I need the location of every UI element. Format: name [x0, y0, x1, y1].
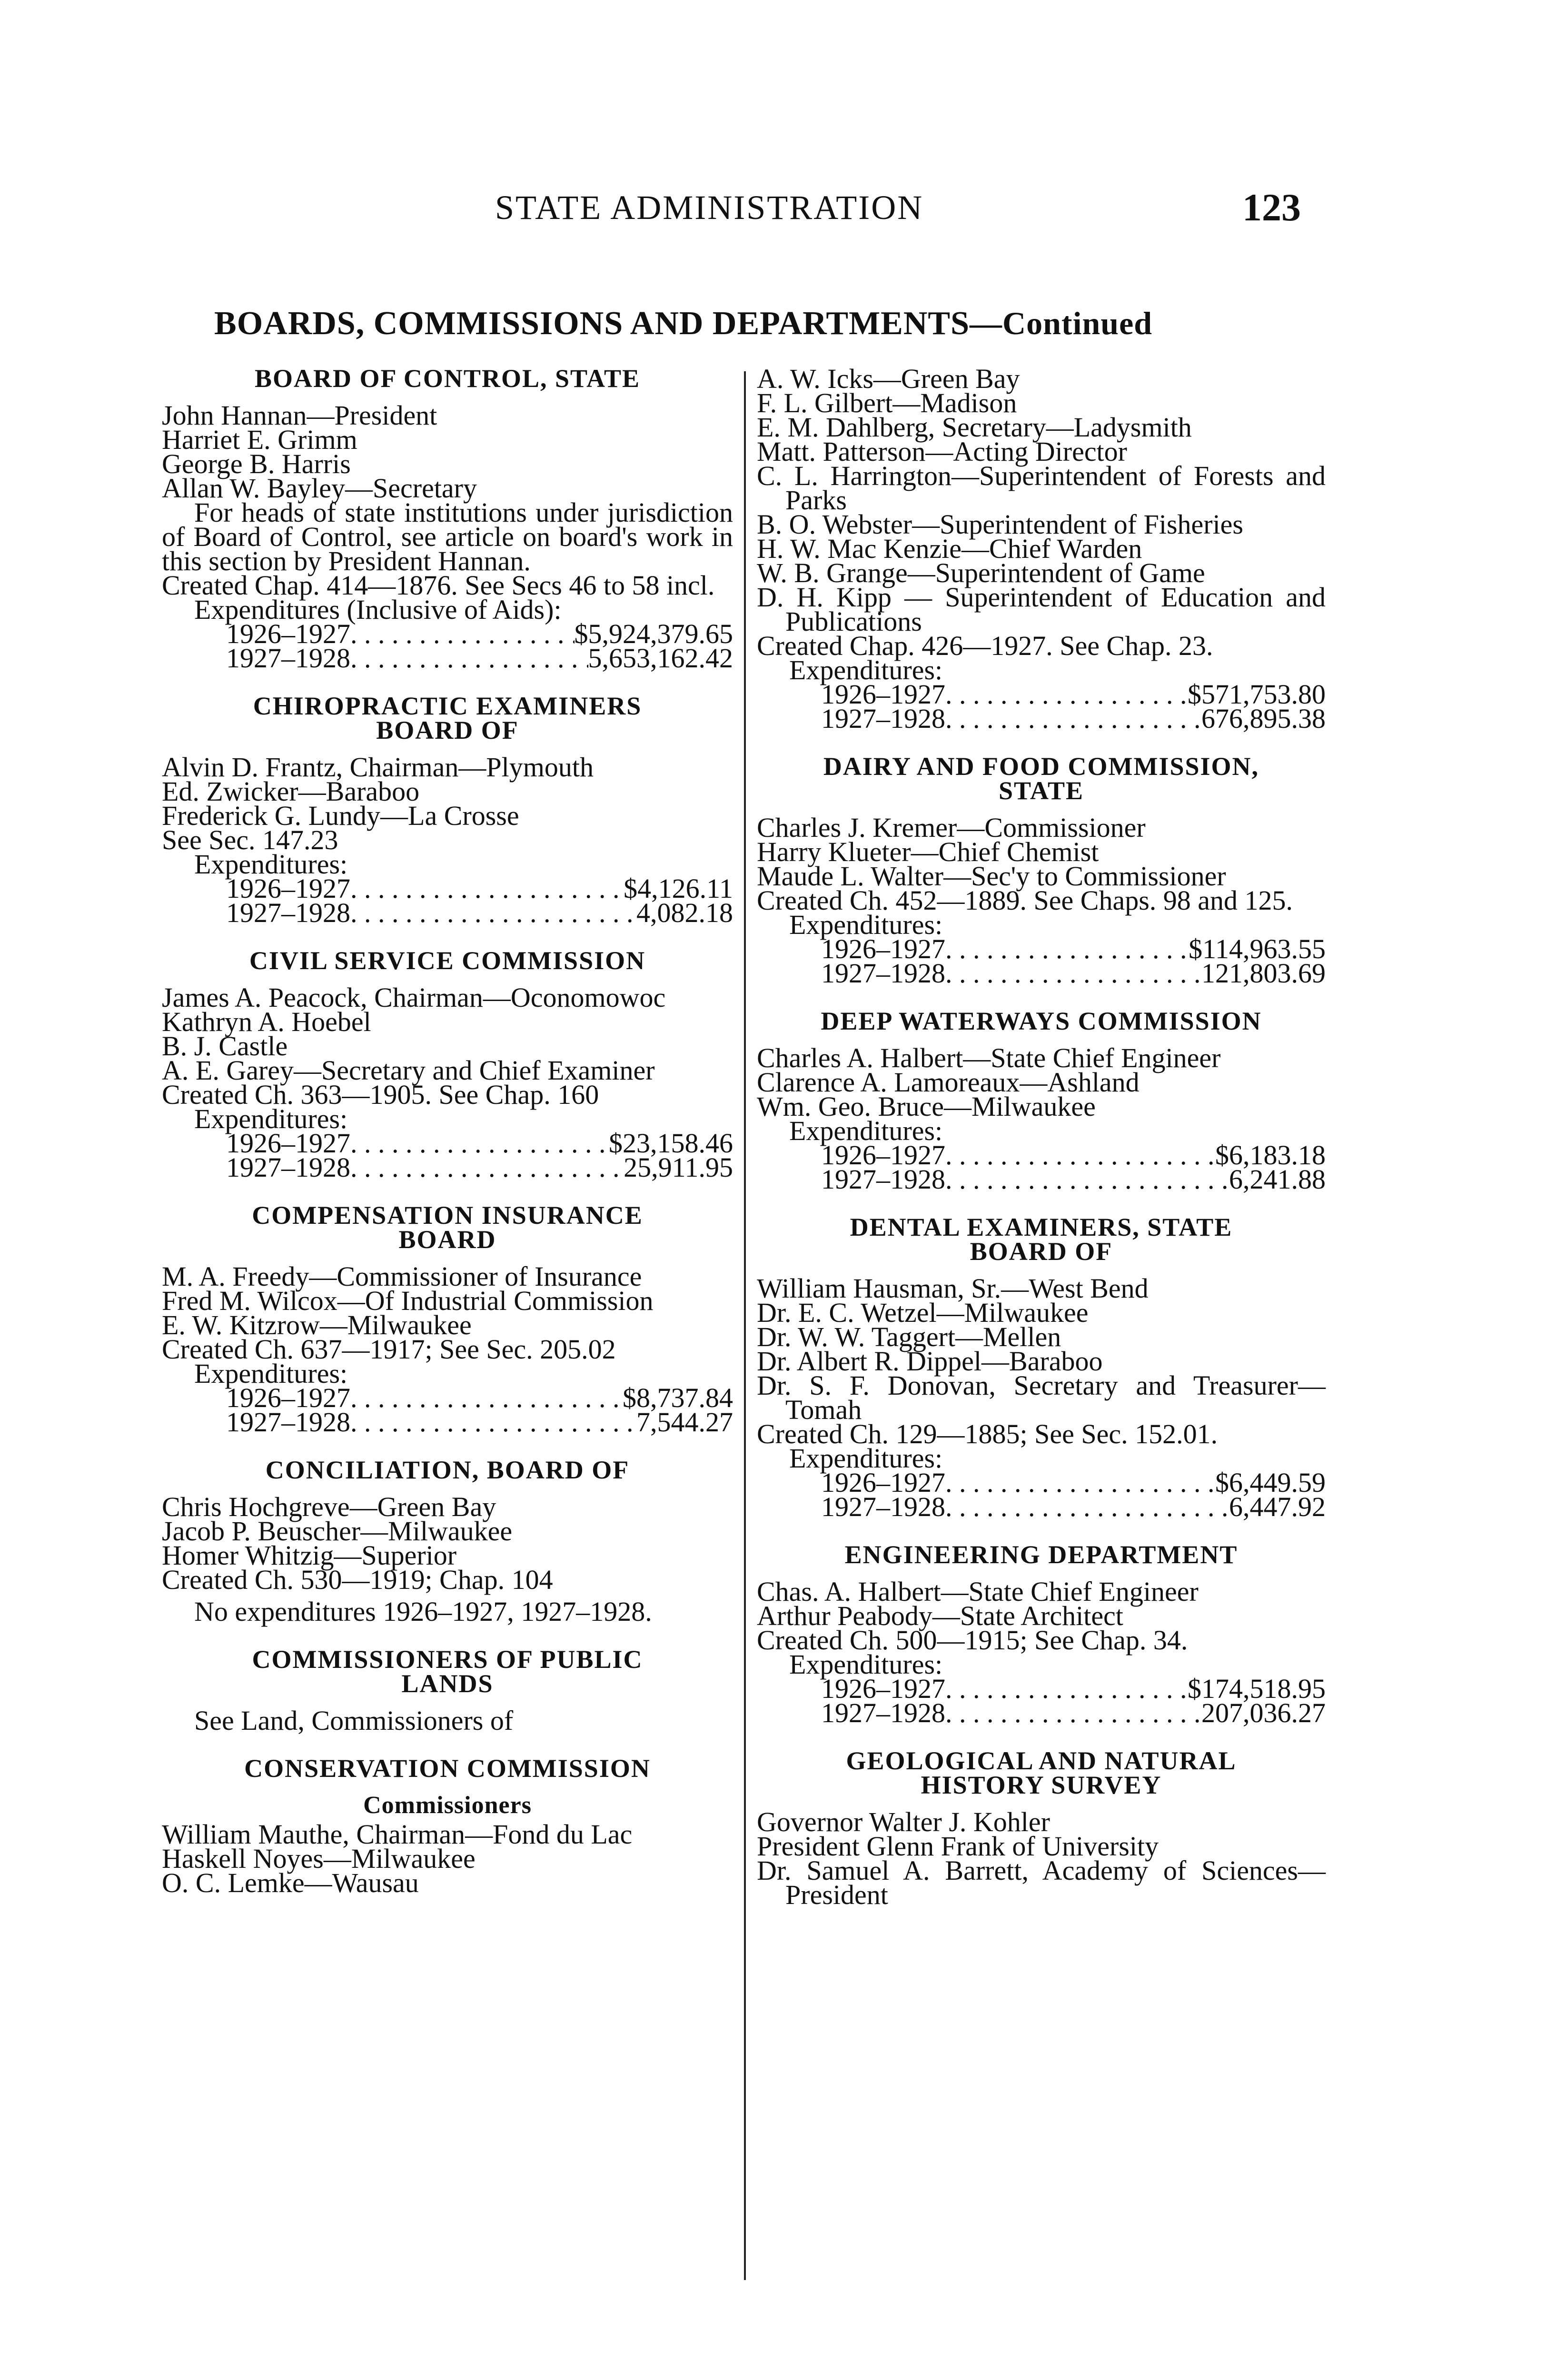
expenditure-amount: 6,447.92	[1229, 1491, 1326, 1522]
expenditure-year: 1926–1927	[226, 618, 350, 649]
section-conservation	[162, 1754, 733, 1898]
section-title: GEOLOGICAL AND NATURAL HISTORY SURVEY	[846, 1746, 1237, 1799]
member-entry: Homer Whitzig—Superior	[162, 1540, 457, 1571]
expenditure-year: 1927–1928	[226, 1407, 350, 1438]
member-entry: O. C. Lemke—Wausau	[162, 1867, 419, 1898]
member-entry: William Mauthe, Chairman—Fond du Lac	[162, 1819, 633, 1850]
member-entry: Alvin D. Frantz, Chairman—Plymouth	[162, 752, 594, 783]
section-conciliation	[162, 1456, 733, 1627]
expenditure-amount: 4,082.18	[636, 897, 733, 928]
expenditure-amount: $174,518.95	[1188, 1673, 1326, 1704]
expenditure-year: 1926–1927	[821, 1467, 945, 1498]
member-entry: Jacob P. Beuscher—Milwaukee	[162, 1516, 513, 1547]
member-entry: Dr. W. W. Taggert—Mellen	[757, 1321, 1061, 1352]
member-entry: Haskell Noyes—Milwaukee	[162, 1843, 476, 1874]
expenditures-label: Expenditures:	[789, 1649, 943, 1680]
created-statute: See Sec. 147.23	[162, 824, 338, 855]
section-dairy-food	[757, 752, 1326, 989]
member-entry: H. W. Mac Kenzie—Chief Warden	[757, 533, 1142, 564]
member-entry: Dr. S. F. Donovan, Secretary and Treasurer—Tomah	[757, 1370, 1326, 1425]
expenditure-year: 1927–1928	[821, 958, 945, 989]
expenditure-year: 1926–1927	[821, 1140, 945, 1170]
member-entry: Harry Klueter—Chief Chemist	[757, 836, 1099, 867]
expenditure-amount: 207,036.27	[1201, 1697, 1326, 1728]
created-statute: Created Ch. 530—1919; Chap. 104	[162, 1564, 553, 1595]
expenditure-year: 1926–1927	[821, 1673, 945, 1704]
section-title: COMMISSIONERS OF PUBLIC LANDS	[252, 1645, 643, 1698]
member-entry: F. L. Gilbert—Madison	[757, 387, 1017, 418]
created-statute: Created Chap. 426—1927. See Chap. 23.	[757, 630, 1213, 661]
section-title: COMPENSATION INSURANCE BOARD	[252, 1201, 643, 1254]
expenditure-year: 1926–1927	[226, 1128, 350, 1159]
page-heading	[214, 305, 1152, 343]
section-title: CIVIL SERVICE COMMISSION	[249, 946, 646, 975]
running-head	[0, 188, 1546, 240]
member-entry: M. A. Freedy—Commissioner of Insurance	[162, 1261, 642, 1292]
created-statute: Created Ch. 452—1889. See Chaps. 98 and 125.	[757, 885, 1293, 916]
section-note: See Land, Commissioners of	[194, 1705, 514, 1736]
member-entry: Charles J. Kremer—Commissioner	[757, 812, 1146, 843]
member-entry: George B. Harris	[162, 448, 351, 479]
expenditure-amount: $114,963.55	[1189, 933, 1326, 964]
member-entry: Charles A. Halbert—State Chief Engineer	[757, 1042, 1221, 1073]
expenditure-year: 1926–1927	[226, 1382, 350, 1413]
section-title: BOARD OF CONTROL, STATE	[254, 364, 641, 393]
member-entry: B. O. Webster—Superintendent of Fisheries	[757, 509, 1243, 540]
member-entry: Maude L. Walter—Sec'y to Commissioner	[757, 861, 1226, 892]
member-entry: Governor Walter J. Kohler	[757, 1806, 1050, 1837]
expenditure-row	[757, 703, 1326, 734]
section-title: CONSERVATION COMMISSION	[244, 1754, 651, 1783]
expenditures-label: Expenditures:	[194, 1103, 348, 1134]
member-entry: Dr. E. C. Wetzel—Milwaukee	[757, 1297, 1089, 1328]
expenditures-label: Expenditures (Inclusive of Aids):	[194, 594, 562, 625]
member-entry: Chris Hochgreve—Green Bay	[162, 1491, 496, 1522]
created-statute: Created Ch. 363—1905. See Chap. 160	[162, 1079, 599, 1110]
created-statute: Created Ch. 129—1885; See Sec. 152.01.	[757, 1418, 1218, 1449]
section-title: DEEP WATERWAYS COMMISSION	[821, 1007, 1262, 1035]
member-entry: E. W. Kitzrow—Milwaukee	[162, 1309, 472, 1340]
expenditure-year: 1926–1927	[821, 933, 945, 964]
created-statute: Created Ch. 637—1917; See Sec. 205.02	[162, 1334, 616, 1365]
expenditure-amount: 5,653,162.42	[588, 643, 733, 674]
member-entry: Clarence A. Lamoreaux—Ashland	[757, 1067, 1140, 1098]
member-entry: D. H. Kipp — Superintendent of Education and Publications	[757, 582, 1326, 637]
expenditure-amount: 121,803.69	[1201, 958, 1326, 989]
section-civil-service	[162, 946, 733, 1183]
section-title: DENTAL EXAMINERS, STATE BOARD OF	[850, 1213, 1233, 1266]
section-title: CHIROPRACTIC EXAMINERS BOARD OF	[253, 692, 642, 744]
member-entry: John Hannan—President	[162, 400, 437, 431]
expenditure-year: 1927–1928	[821, 1491, 945, 1522]
expenditure-amount: 7,544.27	[636, 1407, 733, 1438]
expenditure-amount: $4,126.11	[624, 873, 733, 904]
expenditure-year: 1926–1927	[226, 873, 350, 904]
running-head-title: STATE ADMINISTRATION	[495, 188, 924, 227]
member-entry: Chas. A. Halbert—State Chief Engineer	[757, 1576, 1199, 1607]
section-title: CONCILIATION, BOARD OF	[265, 1456, 630, 1484]
section-note: For heads of state institutions under jurisdiction of Board of Control, see article on board's work in this section by President Hannan.	[162, 497, 733, 576]
left-column	[162, 364, 733, 1898]
expenditure-amount: $6,449.59	[1215, 1467, 1326, 1498]
member-entry: A. E. Garey—Secretary and Chief Examiner	[162, 1055, 655, 1086]
expenditure-year: 1927–1928	[821, 1697, 945, 1728]
expenditure-amount: $8,737.84	[623, 1382, 733, 1413]
expenditure-year: 1927–1928	[226, 897, 350, 928]
section-compensation-insurance	[162, 1201, 733, 1438]
member-entry: W. B. Grange—Superintendent of Game	[757, 557, 1205, 588]
expenditures-label: Expenditures:	[789, 654, 943, 685]
section-engineering	[757, 1540, 1326, 1728]
expenditure-year: 1927–1928	[821, 703, 945, 734]
member-entry: Dr. Albert R. Dippel—Baraboo	[757, 1346, 1103, 1377]
right-column	[757, 363, 1326, 1910]
member-entry: B. J. Castle	[162, 1031, 288, 1061]
member-entry: Fred M. Wilcox—Of Industrial Commission	[162, 1285, 654, 1316]
section-dental-examiners	[757, 1213, 1326, 1522]
expenditure-row	[162, 897, 733, 928]
created-statute: Created Chap. 414—1876. See Secs 46 to 58 incl.	[162, 570, 715, 601]
expenditure-row	[757, 958, 1326, 989]
section-title: DAIRY AND FOOD COMMISSION, STATE	[823, 752, 1259, 805]
member-entry: President Glenn Frank of University	[757, 1831, 1159, 1862]
expenditure-row	[162, 643, 733, 674]
section-geological-survey	[757, 1746, 1326, 1910]
expenditure-row	[162, 1152, 733, 1183]
expenditure-year: 1926–1927	[821, 679, 945, 710]
member-entry: C. L. Harrington—Superintendent of Forests and Parks	[757, 460, 1326, 516]
member-entry: Harriet E. Grimm	[162, 424, 357, 455]
column-divider	[744, 371, 746, 2280]
member-entry: James A. Peacock, Chairman—Oconomowoc	[162, 982, 666, 1013]
member-entry: Matt. Patterson—Acting Director	[757, 436, 1127, 467]
member-entry: E. M. Dahlberg, Secretary—Ladysmith	[757, 412, 1192, 443]
member-entry: Allan W. Bayley—Secretary	[162, 473, 477, 504]
section-subtitle: Commissioners	[363, 1792, 532, 1819]
section-conservation-continued	[757, 363, 1326, 734]
expenditure-amount: 25,911.95	[624, 1152, 733, 1183]
expenditure-amount: $23,158.46	[609, 1128, 733, 1159]
expenditure-amount: $6,183.18	[1215, 1140, 1326, 1170]
expenditure-row	[757, 1164, 1326, 1195]
member-entry: Frederick G. Lundy—La Crosse	[162, 800, 519, 831]
expenditures-label: Expenditures:	[789, 909, 943, 940]
member-entry: A. W. Icks—Green Bay	[757, 363, 1020, 394]
section-chiropractic	[162, 692, 733, 928]
expenditures-label: Expenditures:	[194, 849, 348, 880]
section-deep-waterways	[757, 1007, 1326, 1195]
page-heading-main: BOARDS, COMMISSIONS AND DEPARTMENTS	[214, 305, 970, 342]
expenditure-row	[757, 1697, 1326, 1728]
created-statute: Created Ch. 500—1915; See Chap. 34.	[757, 1625, 1188, 1656]
page-heading-continued: —Continued	[970, 305, 1153, 341]
section-public-lands	[162, 1645, 733, 1736]
expenditures-label: Expenditures:	[789, 1443, 943, 1474]
expenditure-amount: $5,924,379.65	[574, 618, 733, 649]
section-board-of-control	[162, 364, 733, 674]
member-entry: Wm. Geo. Bruce—Milwaukee	[757, 1091, 1096, 1122]
expenditures-label: Expenditures:	[789, 1115, 943, 1146]
section-note: No expenditures 1926–1927, 1927–1928.	[194, 1596, 652, 1627]
expenditure-amount: $571,753.80	[1188, 679, 1326, 710]
expenditures-label: Expenditures:	[194, 1358, 348, 1389]
expenditure-amount: 6,241.88	[1229, 1164, 1326, 1195]
section-title: ENGINEERING DEPARTMENT	[844, 1540, 1238, 1569]
expenditure-year: 1927–1928	[226, 1152, 350, 1183]
expenditure-row	[162, 1407, 733, 1438]
member-entry: Arthur Peabody—State Architect	[757, 1600, 1123, 1631]
member-entry: Ed. Zwicker—Baraboo	[162, 776, 420, 807]
page-number: 123	[1242, 186, 1301, 229]
member-entry: William Hausman, Sr.—West Bend	[757, 1273, 1149, 1304]
expenditure-row	[757, 1491, 1326, 1522]
member-entry: Dr. Samuel A. Barrett, Academy of Sciences—President	[757, 1855, 1326, 1910]
member-entry: Kathryn A. Hoebel	[162, 1006, 371, 1037]
expenditure-year: 1927–1928	[821, 1164, 945, 1195]
expenditure-amount: 676,895.38	[1201, 703, 1326, 734]
expenditure-year: 1927–1928	[226, 643, 350, 674]
